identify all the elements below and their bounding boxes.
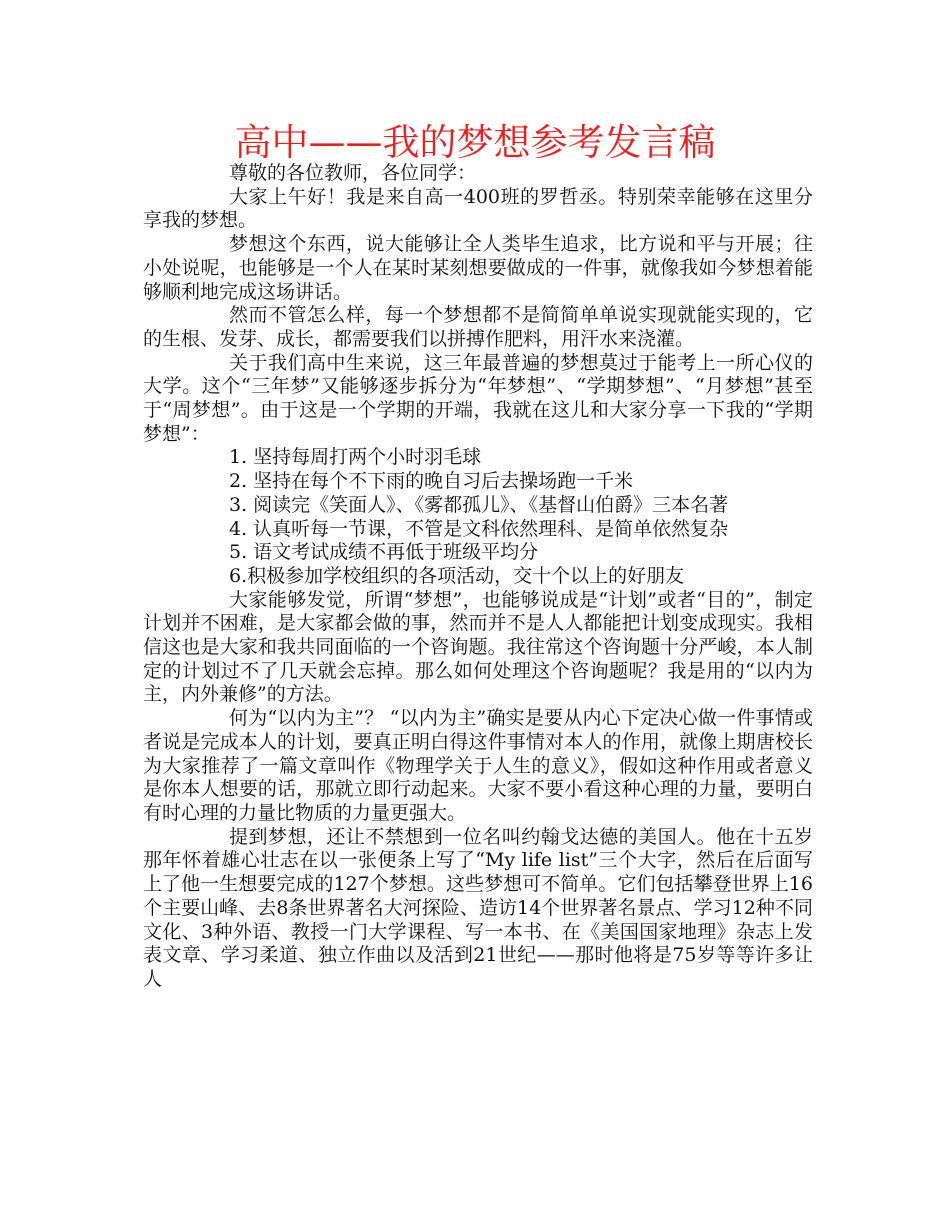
paragraph-dream-meaning: 梦想这个东西，说大能够让全人类毕生追求，比方说和平与开展；往小处说呢，也能够是一个人在某时某刻想要做成的一件事，就像我如今梦想着能够顺利地完成这场讲话。 (143, 233, 813, 303)
paragraph-plan-vs-reality: 大家能够发觉，所谓“梦想”，也能够说成是“计划”或者“目的”，制定计划并不困难，是大家都会做的事，然而并不是人人都能把计划变成现实。我相信这也是大家和我共同面临的一个咨询题。我往常这个咨询题十分严峻，本人制定的计划过不了几天就会忘掉。那么如何处理这个咨询题呢？我是用的“以内为主，内外兼修”的方法。 (143, 588, 813, 706)
list-item: 6.积极参加学校组织的各项活动，交十个以上的好朋友 (229, 564, 685, 587)
paragraph-salutation: 尊敬的各位教师，各位同学： (229, 162, 477, 184)
list-item: 2. 坚持在每个不下雨的晚自习后去操场跑一千米 (229, 470, 634, 493)
paragraph-greeting: 大家上午好！我是来自高一400班的罗哲丞。特别荣幸能够在这里分享我的梦想。 (143, 185, 813, 232)
paragraph-john-goddard: 提到梦想，还让不禁想到一位名叫约翰戈达德的美国人。他在十五岁那年怀着雄心壮志在以一张便条上写了“My life list”三个大字，然后在后面写上了他一生想要完成的127个梦想。这些梦想可不简单。它们包括攀登世界上16个主要山峰、去8条世界著名大河探险、造访14个世界著名景点、学习12种不同文化、3种外语、教授一门大学课程、写一本书、在《美国国家地理》杂志上发表文章、学习柔道、独立作曲以及活到21世纪——那时他将是75岁等等许多让人 (143, 825, 813, 990)
list-item: 3. 阅读完《笑面人》、《雾都孤儿》、《基督山伯爵》三本名著 (229, 493, 729, 516)
paragraph-semester-dream: 关于我们高中生来说，这三年最普遍的梦想莫过于能考上一所心仪的大学。这个“三年梦”又能够逐步拆分为“年梦想”、“学期梦想”、“月梦想”甚至于“周梦想”。由于这是一个学期的开端，我就在这儿和大家分享一下我的“学期梦想”： (143, 351, 813, 445)
list-item: 1. 坚持每周打两个小时羽毛球 (229, 446, 482, 469)
document-body (143, 162, 813, 992)
paragraph-dream-effort: 然而不管怎么样，每一个梦想都不是简简单单说实现就能实现的，它的生根、发芽、成长，都需要我们以拼搏作肥料，用汗水来浇灌。 (143, 304, 813, 350)
document-title: 高中——我的梦想参考发言稿 (234, 121, 716, 164)
paragraph-inner-focus: 何为“以内为主”？ “以内为主”确实是要从内心下定决心做一件事情或者说是完成本人的计划，要真正明白得这件事情对本人的作用，就像上期唐校长为大家推荐了一篇文章叫作《物理学关于人生的意义》，假如这种作用或者意义是你本人想要的话，那就立即行动起来。大家不要小看这种心理的力量，要明白有时心理的力量比物质的力量更强大。 (143, 707, 813, 824)
list-item: 4. 认真听每一节课，不管是文科依然理科、是简单依然复杂 (229, 517, 729, 540)
list-item: 5. 语文考试成绩不再低于班级平均分 (229, 541, 539, 564)
